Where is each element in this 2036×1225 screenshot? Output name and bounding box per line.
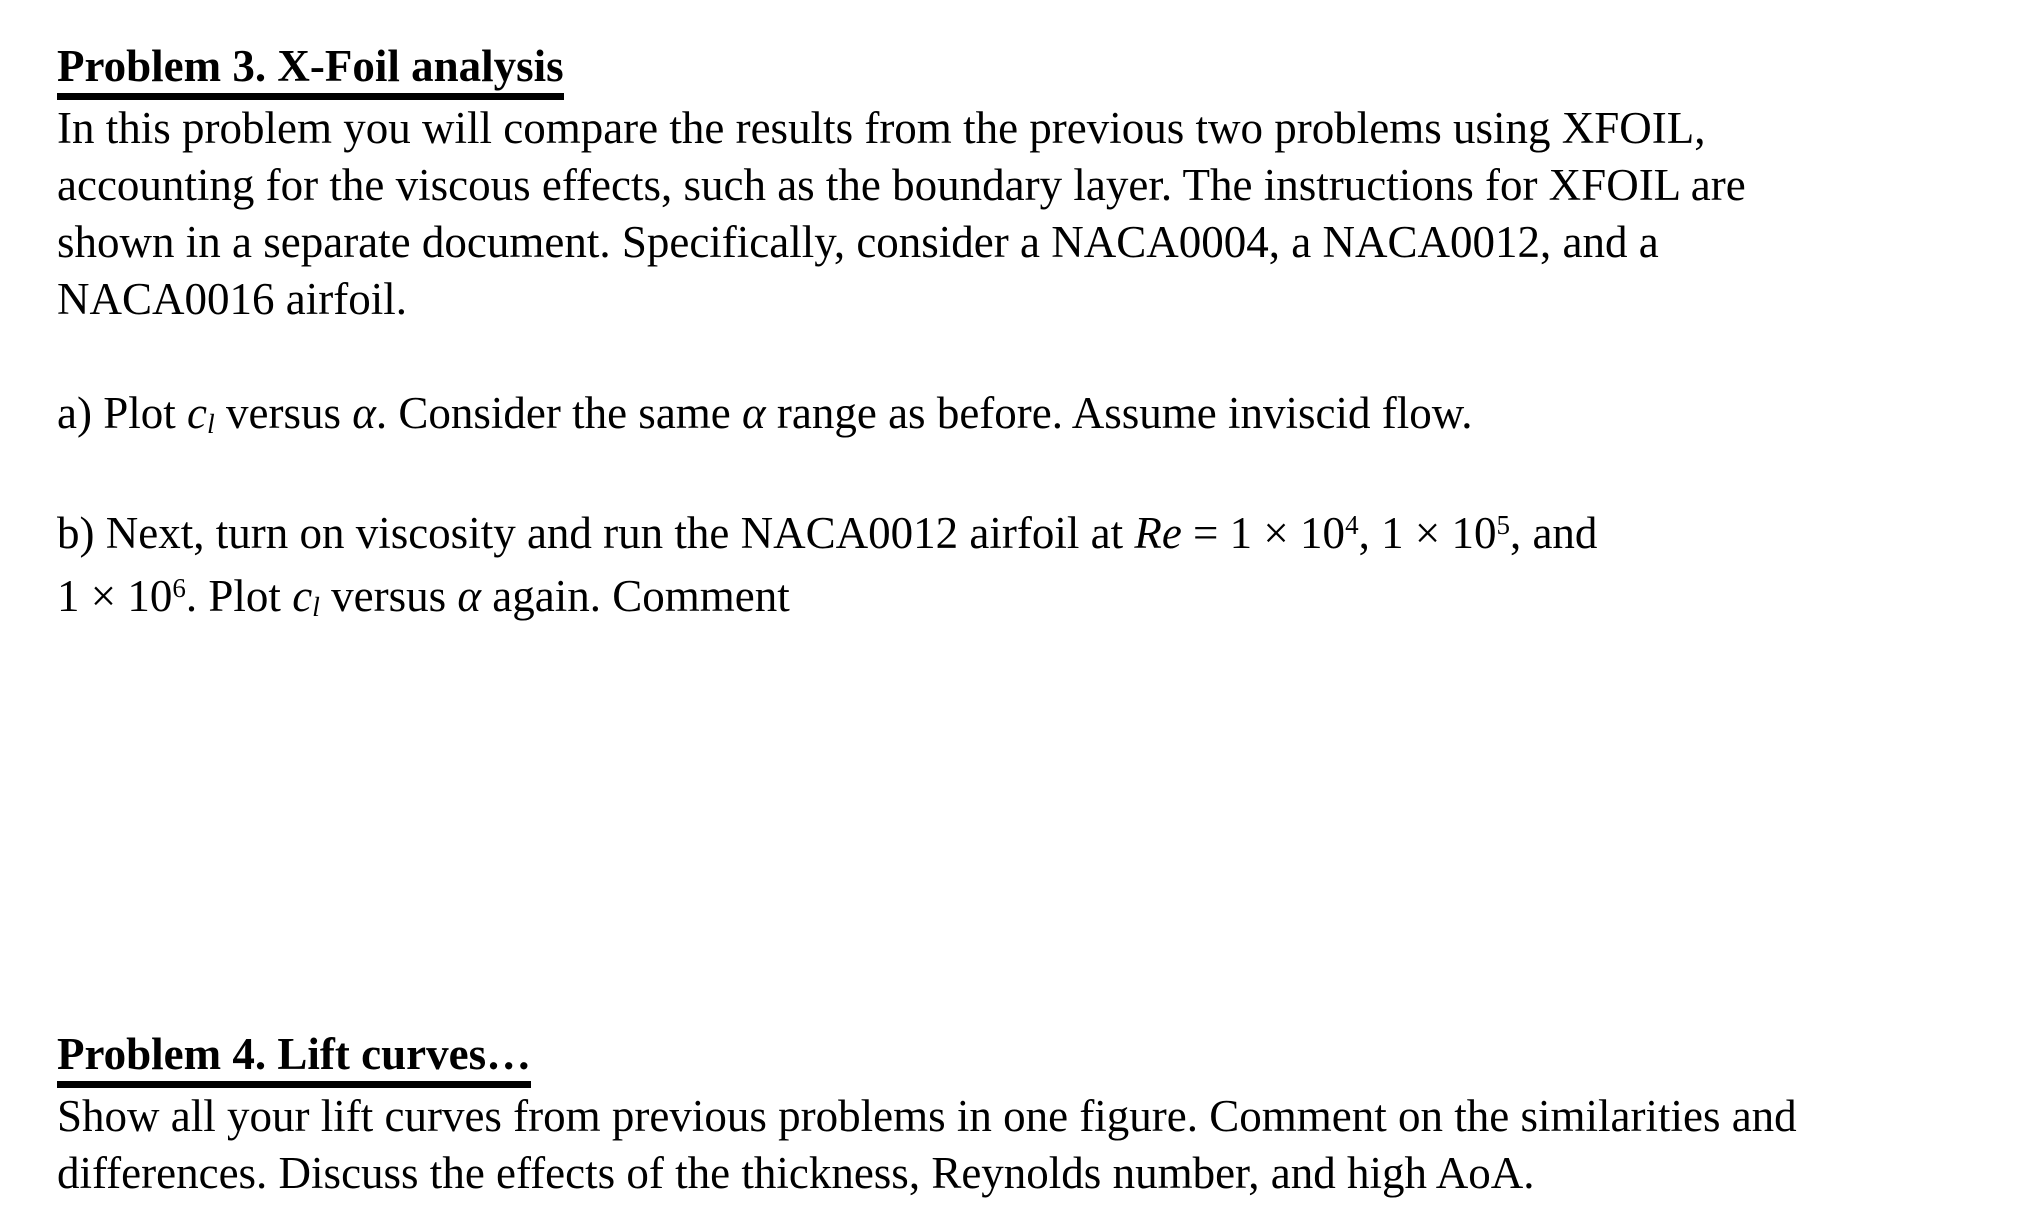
text-run: = 1 × 10 xyxy=(1181,508,1346,559)
text-run: b) Next, turn on viscosity and run the NACA0012 airfoil at xyxy=(57,508,1135,559)
math-run: α xyxy=(742,388,766,439)
problem3-part-a xyxy=(57,385,2010,448)
math-run: 4 xyxy=(1345,510,1359,541)
text-run: , 1 × 10 xyxy=(1358,508,1497,559)
math-run: c xyxy=(187,388,207,439)
math-run: l xyxy=(312,591,320,623)
problem4-title: Problem 4. Lift curves… xyxy=(57,1028,531,1088)
math-run: l xyxy=(206,408,215,440)
problem3-part-b xyxy=(57,505,2010,631)
problem3-intro-line-2: accounting for the viscous effects, such as the boundary layer. The instructions for XFOIL are xyxy=(57,160,1746,211)
problem4-heading xyxy=(57,1026,2010,1088)
vertical-spacer xyxy=(57,631,2010,1026)
problem3-part-b-line-1 xyxy=(57,505,2010,568)
problem3-heading xyxy=(57,38,2010,100)
text-run: . Consider the same xyxy=(375,388,743,439)
problem3-intro-line-1: In this problem you will compare the results from the previous two problems using XFOIL, xyxy=(57,103,1706,154)
math-run: α xyxy=(352,388,376,439)
text-run: . Plot xyxy=(185,571,293,622)
problem3-title: Problem 3. X-Foil analysis xyxy=(57,40,564,100)
text-run: a) Plot xyxy=(57,388,187,439)
text-run: range as before. Assume inviscid flow. xyxy=(765,388,1473,439)
math-run: Re xyxy=(1134,508,1182,559)
problem3-part-b-line-2 xyxy=(57,568,2010,631)
problem3-intro-line-4: NACA0016 airfoil. xyxy=(57,274,407,325)
text-run: versus xyxy=(319,571,458,622)
math-run: c xyxy=(292,571,313,622)
text-run: versus xyxy=(214,388,353,439)
text-run: again. Comment xyxy=(481,571,790,622)
math-run: 6 xyxy=(172,573,186,604)
problem4-body-line-2: differences. Discuss the effects of the thickness, Reynolds number, and high AoA. xyxy=(57,1148,1535,1199)
text-run: 1 × 10 xyxy=(57,571,173,622)
text-run: , and xyxy=(1509,508,1598,559)
problem3-intro-line-3: shown in a separate document. Specifically, consider a NACA0004, a NACA0012, and a xyxy=(57,217,1659,268)
math-run: 5 xyxy=(1496,510,1510,541)
math-run: α xyxy=(457,571,482,622)
problem4-body-line-1: Show all your lift curves from previous problems in one figure. Comment on the similarities and xyxy=(57,1091,1797,1142)
